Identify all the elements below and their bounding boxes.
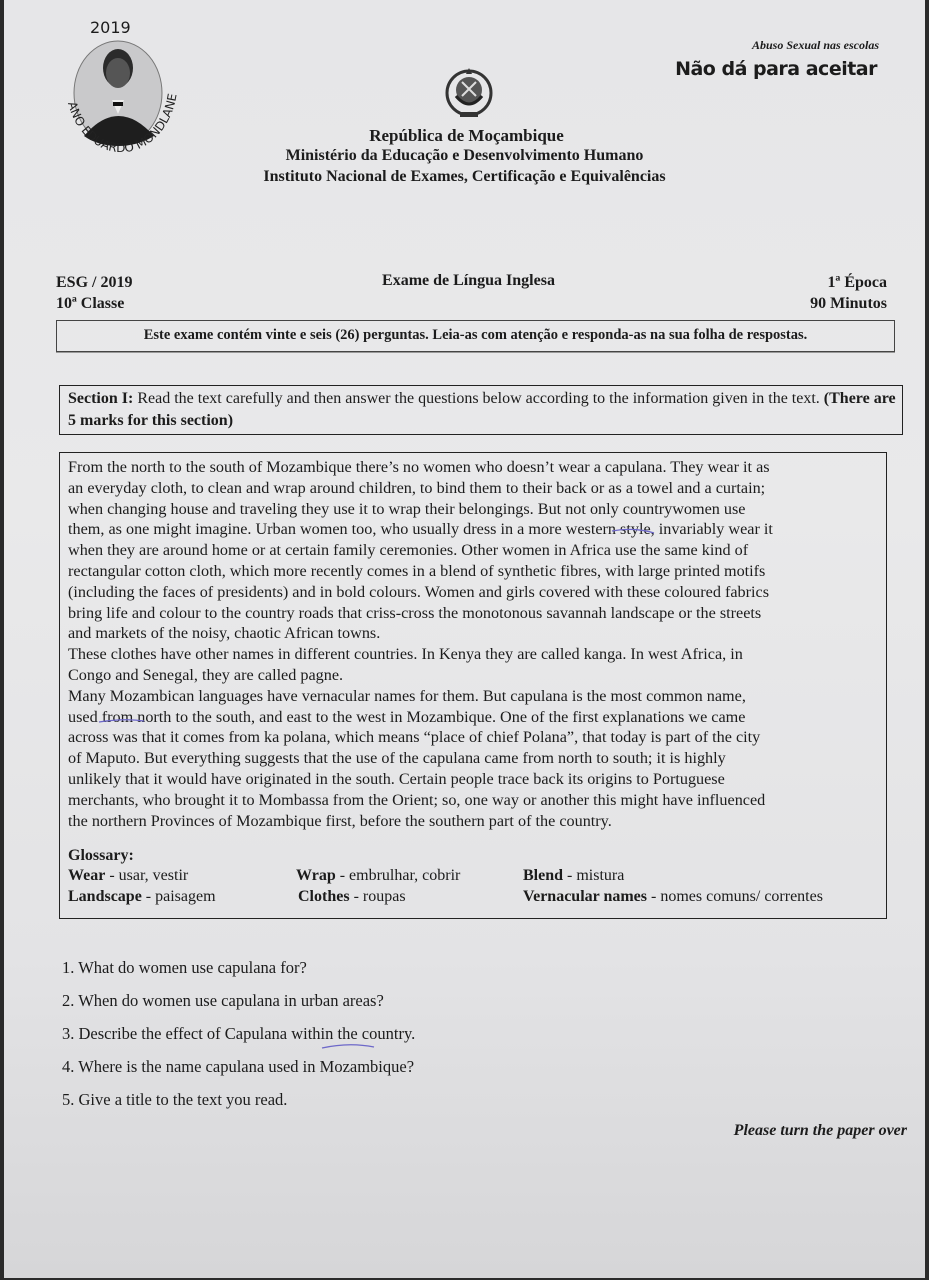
section-instruction [59,385,903,435]
exam-season: 1ª Época [827,274,887,291]
glossary-entry: Vernacular names - nomes comuns/ correntes [523,888,823,906]
glossary-entry: Wrap - embrulhar, cobrir [296,867,461,885]
question-item: 5. Give a title to the text you read. [62,1090,288,1109]
question-item: 4. Where is the name capulana used in Mozambique? [62,1057,415,1076]
text-line: when they are around home or at certain family ceremonies. Other women in Africa use the same kind of [68,541,749,560]
text-line: bring life and colour to the country roads that criss-cross the monotonous savannah landscape or the streets [68,603,762,622]
text-line: an everyday cloth, to clean and wrap around children, to bind them to their back or as a towel and a curtain; [68,478,766,497]
text-line: rectangular cotton cloth, which more recently comes in a blend of synthetic fibres, with large printed motifs [68,561,766,580]
text-line: across was that it comes from ka polana, which means “place of chief Polana”, that today is part of the city [68,728,761,747]
header-ministry: Ministério da Educação e Desenvolvimento Humano [285,147,644,164]
slogan-line-1: Abuso Sexual nas escolas [751,38,879,52]
question-item: 2. When do women use capulana in urban areas? [62,991,384,1010]
text-line: when changing house and traveling they use it to wrap their belongings. But not only countrywomen use [68,499,746,518]
glossary-entry: Clothes - roupas [298,888,406,906]
exam-notice: Este exame contém vinte e seis (26) perguntas. Leia-as com atenção e responda-as na sua folha de respostas. [56,320,895,352]
text-line: merchants, who brought it to Mombassa from the Orient; so, one way or another this might have influenced [68,790,766,809]
header-institute: Instituto Nacional de Exames, Certificação e Equivalências [263,168,666,185]
text-line: These clothes have other names in different countries. In Kenya they are called kanga. In west Africa, in [68,645,743,664]
section-instruction-text: Read the text carefully and then answer the questions below according to the information given in the text. [133,390,824,407]
glossary-row [68,887,886,908]
mozambique-emblem-icon [442,66,496,120]
section-marks: (There are 5 marks for this section) [68,390,896,429]
footer-turn-over: Please turn the paper over [733,1122,907,1139]
glossary-title: Glossary: [68,847,134,865]
reading-text-box [59,452,887,919]
text-line: them, as one might imagine. Urban women too, who usually dress in a more western style, invariably wear it [68,520,773,539]
text-line: Many Mozambican languages have vernacular names for them. But capulana is the most common name, [68,686,746,705]
questions-list [62,955,415,1120]
header-republic: República de Moçambique [369,126,564,145]
exam-duration: 90 Minutos [810,295,887,312]
logo-ring-text: ANO EDUARDO MONDLANE [65,92,180,156]
glossary [68,845,886,908]
text-line: the northern Provinces of Mozambique first, before the southern part of the country. [68,811,612,830]
glossary-row [68,866,886,887]
text-line: used from north to the south, and east to the west in Mozambique. One of the first explanations we came [68,707,746,726]
question-item: 1. What do women use capulana for? [62,958,307,977]
text-line: of Maputo. But everything suggests that the use of the capulana came from north to south; it is highly [68,749,726,768]
question-item: 3. Describe the effect of Capulana within the country. [62,1024,416,1043]
text-line: (including the faces of presidents) and in bold colours. Women and girls covered with these coloured fabrics [68,582,770,601]
exam-season-block [810,272,887,314]
text-line: Congo and Senegal, they are called pagne. [68,665,344,684]
glossary-entry: Blend - mistura [523,867,625,885]
exam-paper [4,0,925,1278]
exam-title: Exame de Língua Inglesa [382,272,555,289]
logo-year: 2019 [90,18,131,37]
exam-grade: 10ª Classe [56,295,125,312]
glossary-entry: Landscape - paisagem [68,888,216,906]
slogan-line-2: Não dá para aceitar [675,58,877,80]
text-line: From the north to the south of Mozambique there’s no women who doesn’t wear a capulana. They wear it as [68,458,770,476]
exam-code: ESG / 2019 [56,274,133,291]
text-line: unlikely that it would have originated in the south. Certain people trace back its origins to Portuguese [68,769,725,788]
section-label: Section I: [68,390,134,407]
text-line: and markets of the noisy, chaotic African towns. [68,624,381,643]
glossary-entry: Wear - usar, vestir [68,867,189,885]
